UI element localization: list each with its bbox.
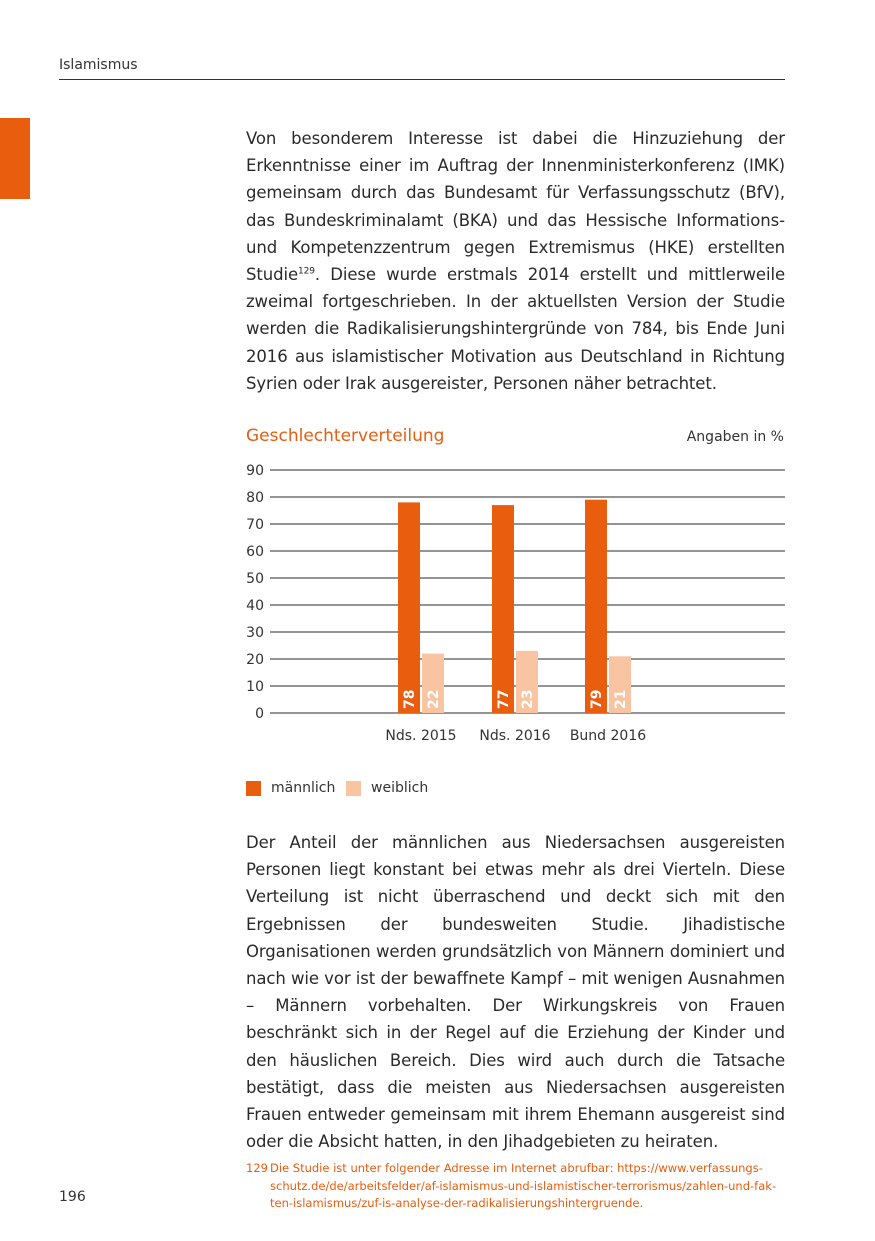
- footnote-text[interactable]: Die Studie ist unter folgender Adresse im Internet abrufbar: https://www.verfassungsschutz.de/de/arbeitsfelder/af-islamismus-und-islamistischer-terrorismus/zahlen-und-fakten-islamismus/zuf-is-analyse-der-radikalisierungshintergruende.: [270, 1161, 777, 1210]
- footnote-reference[interactable]: 129: [298, 266, 315, 277]
- bar-data-label: 77: [496, 689, 512, 709]
- legend-item-maennlich: [246, 780, 335, 796]
- analysis-paragraph: Der Anteil der männlichen aus Niedersachsen ausgereisten Personen liegt konstant bei etwas mehr als drei Vierteln. Diese Verteilung ist nicht überraschend und deckt sich mit den Ergebnissen der bundesweiten Studie. Jihadistische Organisationen werden grundsätzlich von Männern dominiert und nach wie vor ist der bewaffnete Kampf – mit wenigen Ausnahmen – Männern vorbehalten. Der Wirkungskreis von Frauen beschränkt sich in der Regel auf die Erziehung der Kinder und den häuslichen Bereich. Dies wird auch durch die Tatsache bestätigt, dass die meisten aus Niedersachsen ausgereisten Frauen entweder gemeinsam mit ihrem Ehemann ausgereist sind oder die Absicht hatten, in den Jihadgebieten zu heiraten.: [246, 833, 785, 1152]
- x-category-label: Bund 2016: [569, 728, 647, 744]
- footnote: [246, 1160, 785, 1213]
- intro-paragraph-text-a: Von besonderem Interesse ist dabei die Hinzuziehung der Erkenntnisse einer im Auftrag der Innenministerkonferenz (IMK) gemeinsam durch das Bundesamt für Verfassungsschutz (BfV), das Bundeskriminalamt (BKA) und das Hessische Informations- und Kompetenzzentrum gegen Extremismus (HKE) erstellten Studie: [246, 129, 785, 285]
- legend-label-weiblich: weiblich: [371, 780, 429, 796]
- bar-data-label: 78: [402, 689, 418, 709]
- page-number: 196: [59, 1189, 86, 1205]
- chart-unit-label: Angaben in %: [686, 429, 784, 445]
- chart-title: Geschlechterverteilung: [246, 426, 445, 446]
- gender-distribution-chart: [240, 458, 790, 758]
- header-rule: [59, 79, 785, 80]
- running-header: Islamismus: [59, 57, 138, 73]
- y-tick-label: 20: [246, 652, 264, 668]
- bar-maennlich: [492, 505, 514, 713]
- bar-data-label: 22: [426, 689, 442, 709]
- bar-data-label: 23: [520, 689, 536, 709]
- y-tick-label: 80: [246, 490, 264, 506]
- bar-data-label: 21: [613, 689, 629, 709]
- intro-paragraph-text-b: . Diese wurde erstmals 2014 erstellt und mittlerweile zweimal fortgeschrieben. In der aktuellsten Version der Studie werden die Radikalisierungshintergründe von 784, bis Ende Juni 2016 aus islamistischer Motivation aus Deutschland in Richtung Syrien oder Irak ausgereister, Personen näher betrachtet.: [246, 265, 785, 393]
- bar-maennlich: [585, 500, 607, 713]
- x-category-label: Nds. 2016: [479, 728, 551, 744]
- y-tick-label: 30: [246, 625, 264, 641]
- legend-swatch-weiblich: [346, 781, 361, 796]
- legend-label-maennlich: männlich: [271, 780, 336, 796]
- y-tick-label: 90: [246, 463, 264, 479]
- bar-maennlich: [398, 502, 420, 713]
- legend-item-weiblich: [346, 780, 428, 796]
- intro-paragraph: [246, 125, 785, 397]
- section-marker-tab: [0, 118, 30, 199]
- y-tick-label: 0: [255, 706, 264, 722]
- x-category-label: Nds. 2015: [385, 728, 457, 744]
- legend-swatch-maennlich: [246, 781, 261, 796]
- y-tick-label: 60: [246, 544, 264, 560]
- y-tick-label: 50: [246, 571, 264, 587]
- y-tick-label: 40: [246, 598, 264, 614]
- bar-data-label: 79: [589, 689, 605, 709]
- footnote-number: 129: [246, 1161, 268, 1175]
- y-tick-label: 10: [246, 679, 264, 695]
- y-tick-label: 70: [246, 517, 264, 533]
